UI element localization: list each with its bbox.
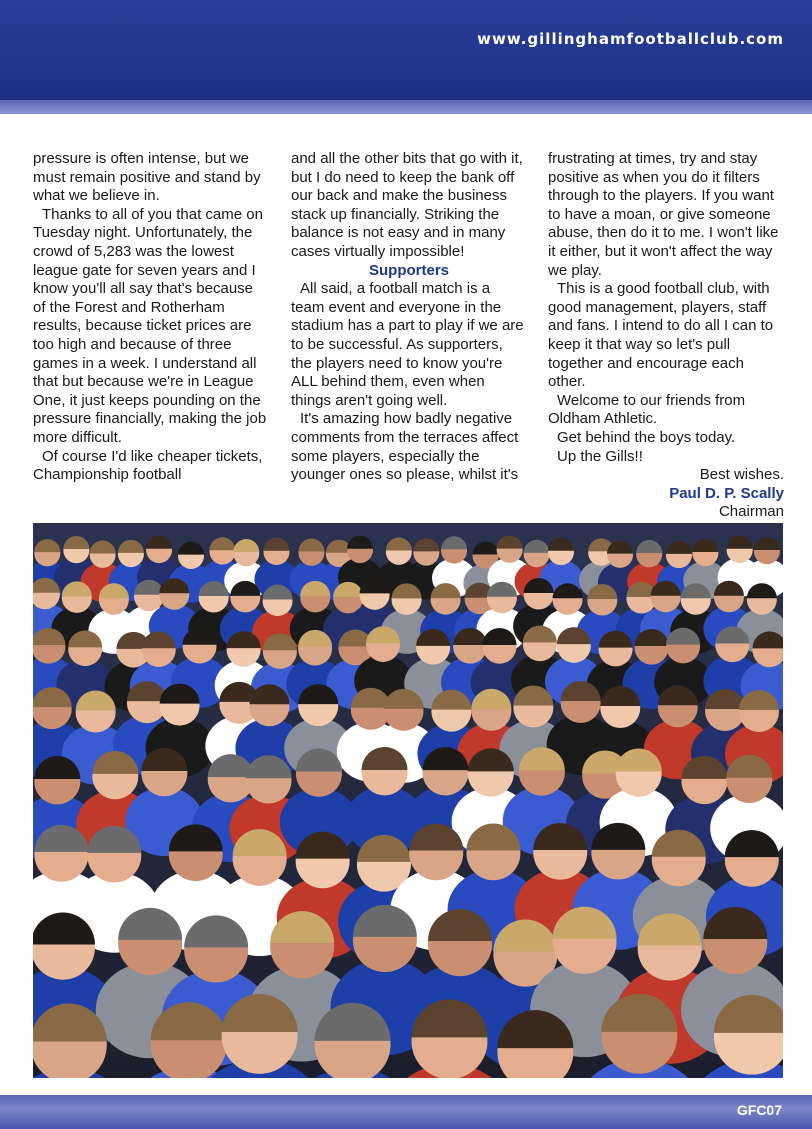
- header-band: [0, 0, 812, 100]
- signoff: [548, 466, 784, 522]
- paragraph: Up the Gills!!: [557, 447, 643, 465]
- paragraph: It's amazing how badly negative comments from the terraces affect some players, especially the younger ones so please, whilst it's: [291, 410, 519, 484]
- page-number: GFC07: [736, 1102, 782, 1118]
- signoff-title: Chairman: [718, 503, 784, 521]
- crowd-photo: [33, 523, 783, 1078]
- paragraph: Of course I'd like cheaper tickets, Championship football: [33, 447, 263, 484]
- paragraph: Thanks to all of you that came on Tuesday night. Unfortunately, the crowd of 5,283 was the lowest league gate for seven years and I know you'll all say that's because of the Forest and Rotherham results, because ticket prices are too high and because of three games in a week. I understand all that but because we're in League One, it just keeps pounding on the pressure financially, making the job more difficult.: [33, 205, 267, 446]
- paragraph: and all the other bits that go with it, but I do need to keep the bank off our back and make the business stack up financially. Striking the balance is not easy and in many cases virtually impossible!: [291, 150, 523, 260]
- site-url[interactable]: www.gillinghamfootballclub.com: [477, 30, 784, 48]
- article-column-3: [548, 150, 784, 522]
- section-heading: Supporters: [368, 261, 449, 279]
- paragraph: pressure is often intense, but we must remain positive and stand by what we believe in.: [33, 150, 261, 205]
- paragraph: Welcome to our friends from Oldham Athletic.: [548, 391, 746, 428]
- footer-strip: [0, 1095, 812, 1129]
- header-strip: [0, 100, 812, 114]
- signoff-greeting: Best wishes.: [699, 466, 784, 484]
- paragraph: Get behind the boys today.: [557, 428, 736, 446]
- paragraph: This is a good football club, with good management, players, staff and fans. I intend to do all I can to keep it that way so let's pull together and encourage each other.: [548, 280, 774, 391]
- paragraph: All said, a football match is a team event and everyone in the stadium has a part to play if we are to be successful. As supporters, the players need to know you're ALL behind them, even when things aren't going well.: [291, 280, 524, 409]
- article-body: [33, 150, 785, 521]
- article-column-1: [33, 150, 269, 485]
- crowd-photo-illustration: [33, 523, 783, 1078]
- paragraph: frustrating at times, try and stay positive as when you do it filters through to the players. If you want to have a moan, or give someone abuse, then do it to me. I won't like it either, but it won't affect the way we play.: [548, 150, 779, 279]
- signoff-name: Paul D. P. Scally: [669, 484, 784, 502]
- article-column-2: [291, 150, 527, 485]
